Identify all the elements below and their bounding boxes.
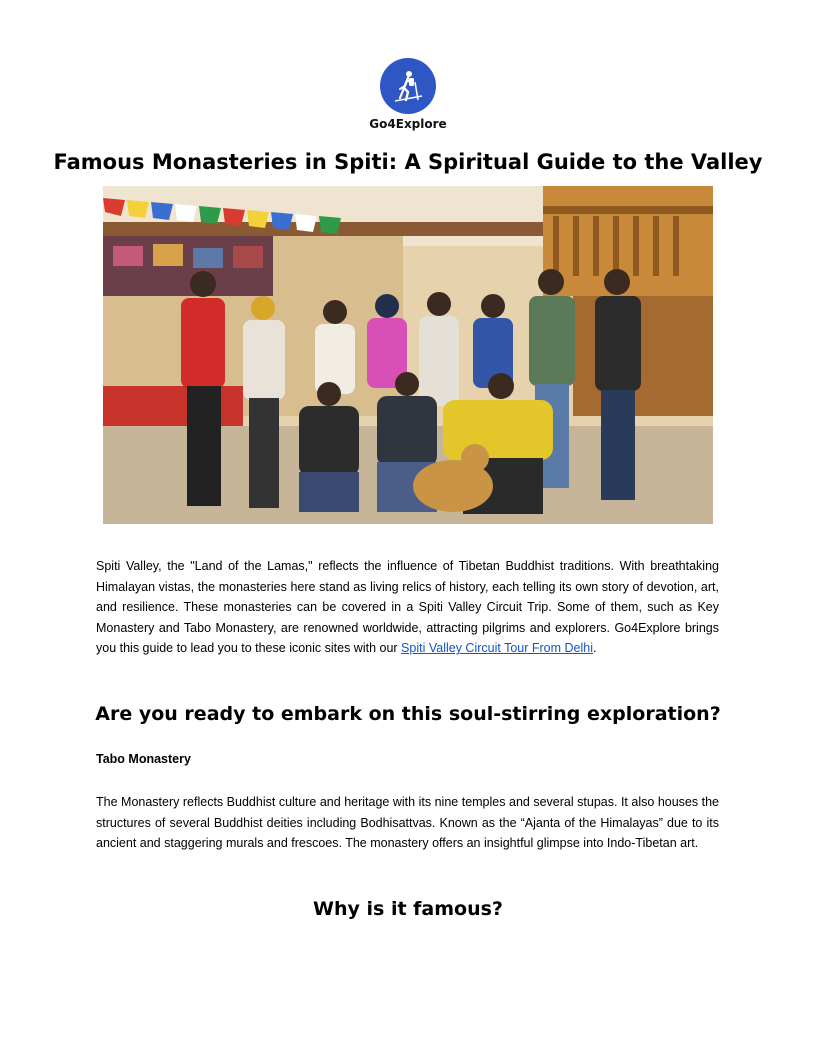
page-title: Famous Monasteries in Spiti: A Spiritual Guide to the Valley bbox=[53, 150, 763, 174]
section-heading-why-famous: Why is it famous? bbox=[313, 898, 503, 920]
hiker-icon bbox=[380, 58, 436, 114]
intro-text: Spiti Valley, the "Land of the Lamas," reflects the influence of Tibetan Buddhist traditions. With breathtaking Himalayan vistas, the monasteries here stand as living relics of history, each telling its own story of devotion, art, and resilience. These monasteries can be covered in a Spiti Valley Circuit Trip. Some of them, such as Key Monastery and Tabo Monastery, are renowned worldwide, attracting pilgrims and explorers. Go4Explore brings you this guide to lead you to these iconic sites with our bbox=[96, 559, 719, 656]
group-photo-icon bbox=[103, 186, 713, 524]
brand-logo bbox=[0, 58, 816, 131]
spiti-circuit-tour-link[interactable]: Spiti Valley Circuit Tour From Delhi bbox=[401, 641, 594, 656]
intro-paragraph bbox=[96, 556, 719, 659]
intro-end: . bbox=[593, 641, 597, 656]
section-heading-exploration: Are you ready to embark on this soul-stirring exploration? bbox=[95, 703, 721, 725]
tabo-paragraph: The Monastery reflects Buddhist culture and heritage with its nine temples and several stupas. It also houses the structures of several Buddhist deities including Bodhisattvas. Known as the “Ajanta of the Himalayas” due to its ancient and staggering murals and frescoes. The monastery offers an insightful glimpse into Indo-Tibetan art. bbox=[96, 795, 719, 851]
tabo-monastery-heading: Tabo Monastery bbox=[96, 752, 191, 766]
brand-name: Go4Explore bbox=[369, 117, 447, 131]
